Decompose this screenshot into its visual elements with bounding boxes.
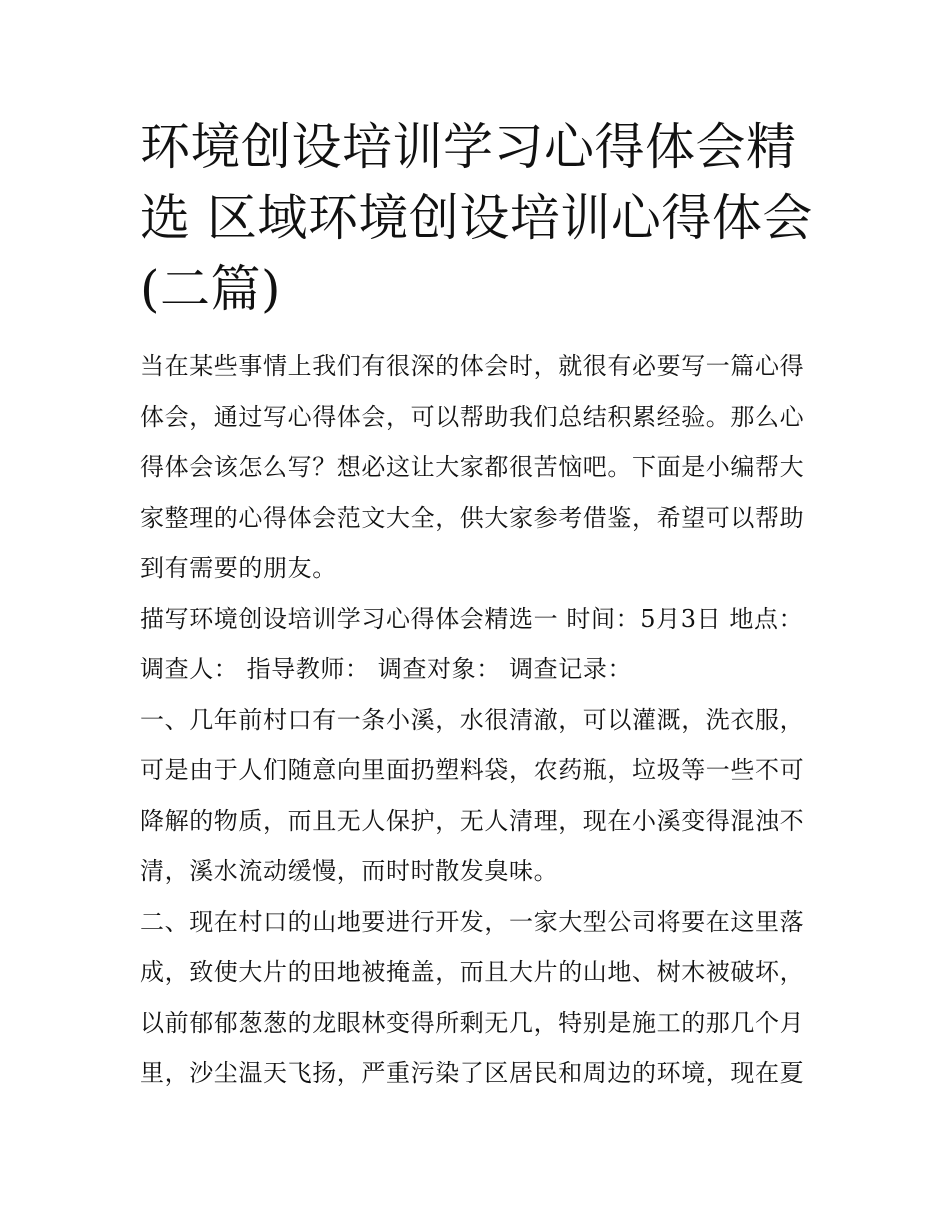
intro-paragraph: 当在某些事情上我们有很深的体会时，就很有必要写一篇心得体会，通过写心得体会，可以帮助我们总结积累经验。那么心得体会该怎么写？想必这让大家都很苦恼吧。下面是小编帮大家整理的心得体会范文大全，供大家参考借鉴，希望可以帮助到有需要的朋友。 [140, 352, 805, 582]
record-item-1: 一、几年前村口有一条小溪，水很清澈，可以灌溉，洗衣服，可是由于人们随意向里面扔塑料袋，农药瓶，垃圾等一些不可降解的物质，而且无人保护，无人清理，现在小溪变得混浊不清，溪水流动缓慢，而时时散发臭味。 [140, 705, 805, 885]
section-heading-paragraph: 描写环境创设培训学习心得体会精选一 时间：5月3日 地点： 调查人： 指导教师： 调查对象： 调查记录： [140, 604, 804, 683]
document-body [140, 112, 820, 1099]
document-title: 环境创设培训学习心得体会精选 区域环境创设培训心得体会(二篇) [140, 118, 813, 318]
record-item-2: 二、现在村口的山地要进行开发，一家大型公司将要在这里落成，致使大片的田地被掩盖，而且大片的山地、树木被破坏，以前郁郁葱葱的龙眼林变得所剩无几，特别是施工的那几个月里，沙尘温天飞扬，严重污染了区居民和周边的环境，现在夏 [140, 907, 805, 1087]
